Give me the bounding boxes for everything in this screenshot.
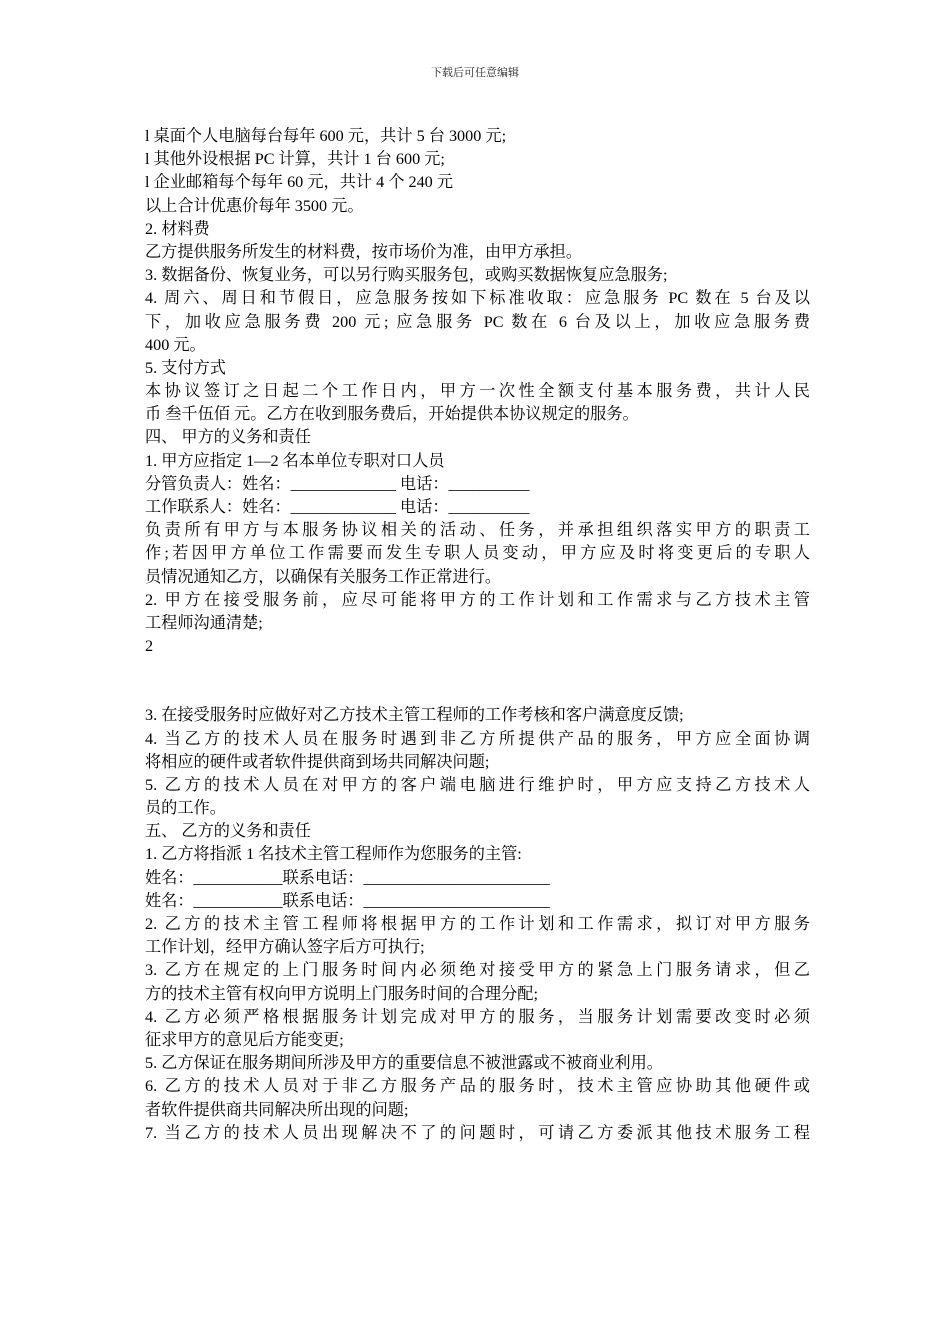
text-line: l 桌面个人电脑每台每年 600 元，共计 5 台 3000 元; — [145, 127, 507, 145]
text-line: 者软件提供商共同解决所出现的问题; — [145, 1100, 409, 1119]
text-line: 4. 乙方必须严格根据服务计划完成对甲方的服务，当服务计划需要改变时必须 — [145, 1007, 810, 1026]
text-line: 负责所有甲方与本服务协议相关的活动、任务，并承担组织落实甲方的职责工 — [145, 521, 810, 540]
text-line: 6. 乙方的技术人员对于非乙方服务产品的服务时，技术主管应协助其他硬件或 — [145, 1077, 810, 1096]
section-heading: 5. 支付方式 — [145, 358, 226, 377]
text-line: 3. 乙方在规定的上门服务时间内必须绝对接受甲方的紧急上门服务请求，但乙 — [145, 961, 810, 980]
text-line: 3. 数据备份、恢复业务，可以另行购买服务包，或购买数据恢复应急服务; — [145, 266, 668, 285]
text-line: 方的技术主管有权向甲方说明上门服务时间的合理分配; — [145, 984, 538, 1003]
text-line: 5. 乙方的技术人员在对甲方的客户端电脑进行维护时，甲方应支持乙方技术人 — [145, 775, 810, 794]
text-line: 5. 乙方保证在服务期间所涉及甲方的重要信息不被泄露或不被商业利用。 — [145, 1054, 663, 1073]
text-line: 2. 甲方在接受服务前，应尽可能将甲方的工作计划和工作需求与乙方技术主管 — [145, 590, 810, 609]
text-line: 员情况通知乙方，以确保有关服务工作正常进行。 — [145, 567, 502, 586]
text-line: l 企业邮箱每个每年 60 元，共计 4 个 240 元 — [145, 173, 454, 192]
text-line: 工作计划，经甲方确认签字后方可执行; — [145, 938, 425, 957]
text-line: 员的工作。 — [145, 799, 226, 818]
text-line: 本协议签订之日起二个工作日内，甲方一次性全额支付基本服务费，共计人民 — [145, 382, 810, 401]
text-line: 7. 当乙方的技术人员出现解决不了的问题时，可请乙方委派其他技术服务工程 — [145, 1123, 810, 1142]
page-number: 2 — [145, 637, 154, 656]
contact-fill-line: 工作联系人：姓名：_____________ 电话：__________ — [145, 498, 530, 516]
text-line: 将相应的硬件或者软件提供商到场共同解决问题; — [145, 752, 490, 771]
document-body — [145, 125, 810, 1145]
contact-fill-line: 姓名：___________联系电话：_______________________ — [145, 868, 550, 887]
page-header: 下载后可任意编辑 — [431, 67, 519, 79]
section-heading: 五、 乙方的义务和责任 — [145, 822, 311, 841]
text-line: 3. 在接受服务时应做好对乙方技术主管工程师的工作考核和客户满意度反馈; — [145, 706, 684, 725]
text-line: 征求甲方的意见后方能变更; — [145, 1030, 344, 1049]
text-line: 币 叁千伍佰 元。乙方在收到服务费后，开始提供本协议规定的服务。 — [145, 405, 639, 424]
text-line: l 其他外设根据 PC 计算，共计 1 台 600 元; — [145, 150, 445, 169]
text-line: 4. 周六、周日和节假日，应急服务按如下标准收取：应急服务 PC 数在 5 台及以 — [145, 289, 810, 308]
text-line: 作;若因甲方单位工作需要而发生专职人员变动，甲方应及时将变更后的专职人 — [145, 544, 810, 563]
text-line: 1. 甲方应指定 1—2 名本单位专职对口人员 — [145, 451, 445, 470]
section-heading: 2. 材料费 — [145, 219, 210, 238]
text-line: 2. 乙方的技术主管工程师将根据甲方的工作计划和工作需求，拟订对甲方服务 — [145, 915, 810, 933]
contact-fill-line: 分管负责人：姓名：_____________ 电话：__________ — [145, 474, 530, 493]
text-line: 以上合计优惠价每年 3500 元。 — [145, 196, 364, 215]
section-heading: 四、 甲方的义务和责任 — [145, 428, 311, 447]
page-break-gap — [145, 658, 810, 704]
text-line: 1. 乙方将指派 1 名技术主管工程师作为您服务的主管: — [145, 845, 522, 864]
text-line: 4. 当乙方的技术人员在服务时遇到非乙方所提供产品的服务，甲方应全面协调 — [145, 729, 810, 748]
text-line: 400 元。 — [145, 335, 206, 354]
text-line: 下，加收应急服务费 200 元; 应急服务 PC 数在 6 台及以上，加收应急服务费 — [145, 312, 810, 331]
text-line: 乙方提供服务所发生的材料费，按市场价为准，由甲方承担。 — [145, 242, 583, 261]
contact-fill-line: 姓名：___________联系电话：_______________________ — [145, 891, 550, 910]
text-line: 工程师沟通清楚; — [145, 613, 263, 632]
